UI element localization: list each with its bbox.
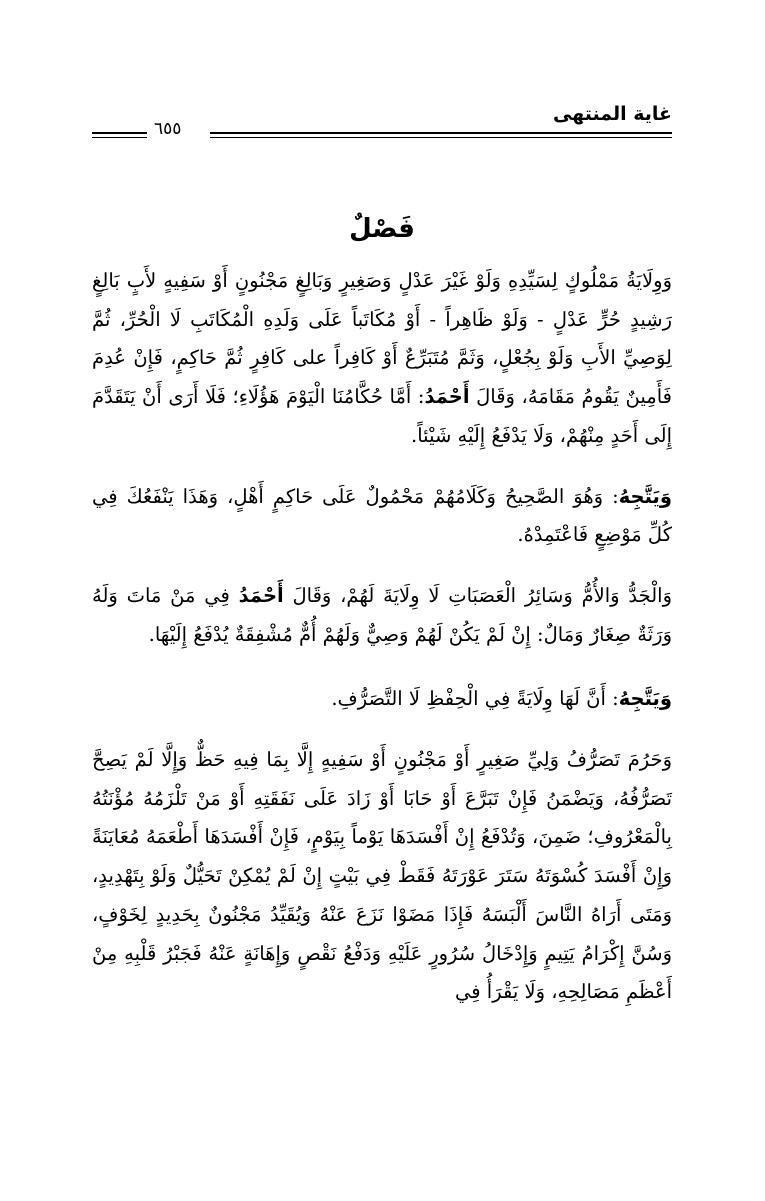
paragraph-text: وَالْجَدُّ وَالأُمُّ وَسَائِرُ الْعَصَبَاتِ لَا وِلَايَةَ لَهُمْ، وَقَالَ bbox=[283, 583, 672, 607]
commentary-label: وَيَتَّجِهُ bbox=[618, 687, 672, 711]
paragraph-text: فِي مَنْ مَاتَ وَلَهُ وَرَثَةٌ صِغَارٌ وَمَالٌ: إِنْ لَمْ يَكُنْ لَهُمْ وَصِيٌّ وَلَهُمْ أُمٌّ مُشْفِقَةٌ يُدْفَعُ إِلَيْهَا. bbox=[92, 583, 672, 646]
paragraph-guardianship bbox=[92, 262, 672, 456]
paragraph-commentary bbox=[92, 478, 672, 555]
author-name: أَحْمَدُ bbox=[238, 583, 284, 607]
page-number-rule bbox=[92, 132, 147, 134]
paragraph-text: وَحَرُمَ تَصَرُّفُ وَلِيِّ صَغِيرٍ أَوْ مَجْنُونٍ أَوْ سَفِيهٍ إِلَّا بِمَا فِيهِ حَظٌّ وَإِلَّا لَمْ يَصِحَّ تَصَرُّفُهُ، وَيَضْمَنُ فَإِنْ تَبَرَّعَ أَوْ حَابَا أَوْ زَادَ عَلَى نَفَقَتِهِ أَوْ مَنْ تَلْزَمُهُ مُؤْنَتُهُ بِالْمَعْرُوفِ؛ ضَمِنَ، وَتُدْفَعُ إِنْ أَفْسَدَهَا يَوْماً بِيَوْمٍ، فَإِنْ أَفْسَدَهَا أَطْعَمَهُ مُعَايَنَةً وَإِنْ أَفْسَدَ كُسْوَتَهُ سَتَرَ عَوْرَتَهُ فَقَطْ فِي بَيْتٍ إِنْ لَمْ يُمْكِنْ تَحَيُّلٌ وَلَوْ بِتَهْدِيدٍ، وَمَتَى أَرَاهُ النَّاسَ أَلْبَسَهُ فَإِذَا مَضَوْا نَزَعَ عَنْهُ وَيُقَيِّدُ مَجْنُونٌ بِحَدِيدٍ لِخَوْفٍ، وَسُنَّ إِكْرَامُ يَتِيمٍ وَإِدْخَالُ سُرُورٍ عَلَيْهِ وَدَفْعُ نَقْصٍ وَإِهَانَةٍ عَنْهُ فَجَبْرُ قَلْبِهِ مِنْ أَعْظَمِ مَصَالِحِهِ، وَلَا يَقْرَأُ فِي bbox=[92, 748, 672, 1004]
body-text bbox=[92, 262, 672, 1012]
header-rule bbox=[210, 132, 672, 134]
paragraph-commentary bbox=[92, 680, 672, 719]
paragraph-text: : أَمَّا حُكَّامُنَا الْيَوْمَ هَؤُلَاءِ؛ فَلَا أَرَى أَنْ يَتَقَدَّمَ إِلَى أَحَدٍ مِنْهُمْ، وَلَا يَدْفَعُ إِلَيْهِ شَيْئاً. bbox=[92, 385, 672, 447]
paragraph-text: : أَنَّ لَهَا وِلَايَةً فِي الْحِفْظِ لَا التَّصَرُّفِ. bbox=[331, 687, 619, 711]
book-title: غاية المنتهى bbox=[552, 103, 672, 125]
section-title: فَصْلٌ bbox=[349, 214, 415, 244]
paragraph-conduct bbox=[92, 741, 672, 1012]
author-name: أَحْمَدُ bbox=[424, 385, 470, 409]
paragraph-text: : وَهُوَ الصَّحِيحُ وَكَلَامُهُمْ مَحْمُولٌ عَلَى حَاكِمٍ أَهْلٍ، وَهَذَا يَنْفَعُكَ فِي كُلِّ مَوْضِعٍ فَاعْتَمِدْهُ. bbox=[92, 484, 672, 547]
page-number: ٦٥٥ bbox=[154, 119, 182, 139]
header-rule-thin bbox=[210, 137, 672, 138]
paragraph-text: وَوِلَايَةُ مَمْلُوكٍ لِسَيِّدِهِ وَلَوْ غَيْرَ عَدْلٍ وَصَغِيرٍ وَبَالِغٍ مَجْنُونٍ أَوْ سَفِيهٍ لأَبٍ بَالِغٍ رَشِيدٍ حُرٍّ عَدْلٍ - وَلَوْ ظَاهِراً - أَوْ مُكَاتَباً عَلَى وَلَدِهِ الْمُكَاتَبِ لَا الْحُرِّ، ثُمَّ لِوَصِيِّ الأَبِ وَلَوْ بِجُعْلٍ، وَثَمَّ مُتَبَرِّعٌ أَوْ كَافِراً على كَافِرٍ ثُمَّ حَاكِمٍ، فَإِنْ عُدِمَ فَأَمِينٌ يَقُومُ مَقَامَهُ، وَقَالَ bbox=[92, 269, 672, 409]
page-number-rule-thin bbox=[92, 137, 147, 138]
commentary-label: وَيَتَّجِهُ bbox=[618, 484, 672, 508]
paragraph-relatives bbox=[92, 577, 672, 654]
page-header bbox=[92, 104, 672, 144]
